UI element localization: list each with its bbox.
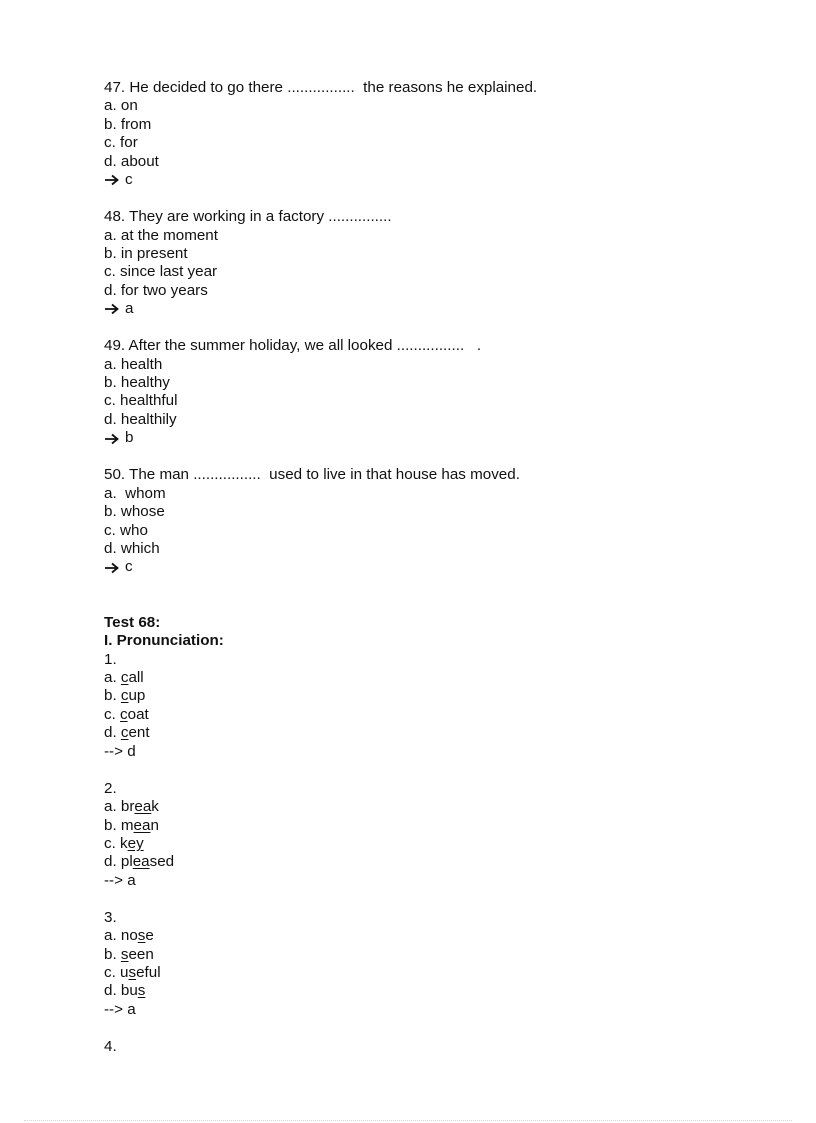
answer-value: b	[125, 429, 134, 447]
answer-value: c	[125, 558, 133, 576]
underlined-sound: s	[128, 964, 137, 982]
option-b: b. healthy	[104, 374, 170, 391]
option-a: a. nose	[104, 927, 154, 945]
underlined-sound: c	[120, 687, 129, 705]
option-c: c. key	[104, 834, 144, 852]
option-b: b. from	[104, 115, 152, 133]
option-c: c. coat	[104, 705, 149, 723]
option-b: b. seen	[104, 945, 154, 963]
answer-line: --> d	[104, 742, 136, 760]
pronunciation-item-2	[104, 780, 744, 891]
pronunciation-item-3	[104, 909, 744, 1020]
right-arrow-icon	[104, 303, 120, 315]
underlined-sound: ea	[133, 816, 151, 834]
answer-line	[104, 300, 744, 318]
answer-line: --> a	[104, 1000, 136, 1018]
option-a: a. at the moment	[104, 226, 218, 244]
underlined-sound: s	[120, 945, 129, 963]
answer-value: c	[125, 171, 133, 189]
option-d: d. pleased	[104, 853, 175, 871]
option-a: a. break	[104, 798, 159, 816]
item-number: 1.	[104, 650, 117, 668]
page-bottom-divider	[24, 1120, 792, 1121]
underlined-sound: c	[120, 669, 129, 687]
item-number: 2.	[104, 779, 117, 797]
option-a: a. on	[104, 97, 138, 115]
question-stem: 50. The man ................ used to live in that house has moved.	[104, 466, 520, 484]
option-b: b. cup	[104, 687, 146, 705]
option-a: a. whom	[104, 484, 166, 502]
option-b: b. mean	[104, 816, 159, 834]
option-c: c. since last year	[104, 263, 218, 281]
document-page	[104, 79, 744, 1056]
underlined-sound: c	[120, 705, 128, 723]
underlined-sound: ey	[127, 834, 144, 852]
option-d: d. healthily	[104, 410, 177, 428]
option-d: d. about	[104, 152, 159, 170]
option-b: b. whose	[104, 503, 165, 521]
option-a: a. health	[104, 355, 163, 373]
underlined-sound: ea	[134, 798, 152, 816]
question-47	[104, 79, 744, 190]
option-c: c. healthful	[104, 392, 178, 410]
question-stem: 49. After the summer holiday, we all looked ................ .	[104, 337, 482, 355]
option-a: a. call	[104, 669, 144, 687]
underlined-sound: s	[137, 927, 146, 945]
option-d: d. which	[104, 539, 160, 557]
item-number: 3.	[104, 908, 117, 926]
answer-line	[104, 171, 744, 189]
question-stem: 48. They are working in a factory ...............	[104, 208, 392, 226]
answer-line	[104, 429, 744, 447]
right-arrow-icon	[104, 562, 120, 574]
question-stem: 47. He decided to go there ................ the reasons he explained.	[104, 79, 538, 96]
option-d: d. bus	[104, 982, 146, 1000]
answer-line: --> a	[104, 871, 136, 889]
test-title: Test 68:	[104, 613, 161, 631]
question-48	[104, 208, 744, 319]
option-d: d. cent	[104, 724, 150, 742]
underlined-sound: c	[120, 724, 129, 742]
option-b: b. in present	[104, 244, 188, 262]
question-49	[104, 337, 744, 448]
answer-line	[104, 558, 744, 576]
option-c: c. for	[104, 134, 138, 152]
underlined-sound: s	[137, 982, 146, 1000]
question-50	[104, 466, 744, 577]
option-c: c. who	[104, 521, 148, 539]
right-arrow-icon	[104, 433, 120, 445]
pronunciation-item-4	[104, 1038, 744, 1056]
option-d: d. for two years	[104, 281, 208, 299]
right-arrow-icon	[104, 174, 120, 186]
answer-value: a	[125, 300, 134, 318]
pronunciation-item-1	[104, 651, 744, 762]
section-heading: I. Pronunciation:	[104, 632, 224, 650]
item-number: 4.	[104, 1037, 117, 1055]
option-c: c. useful	[104, 964, 161, 982]
underlined-sound: ea	[132, 853, 150, 871]
